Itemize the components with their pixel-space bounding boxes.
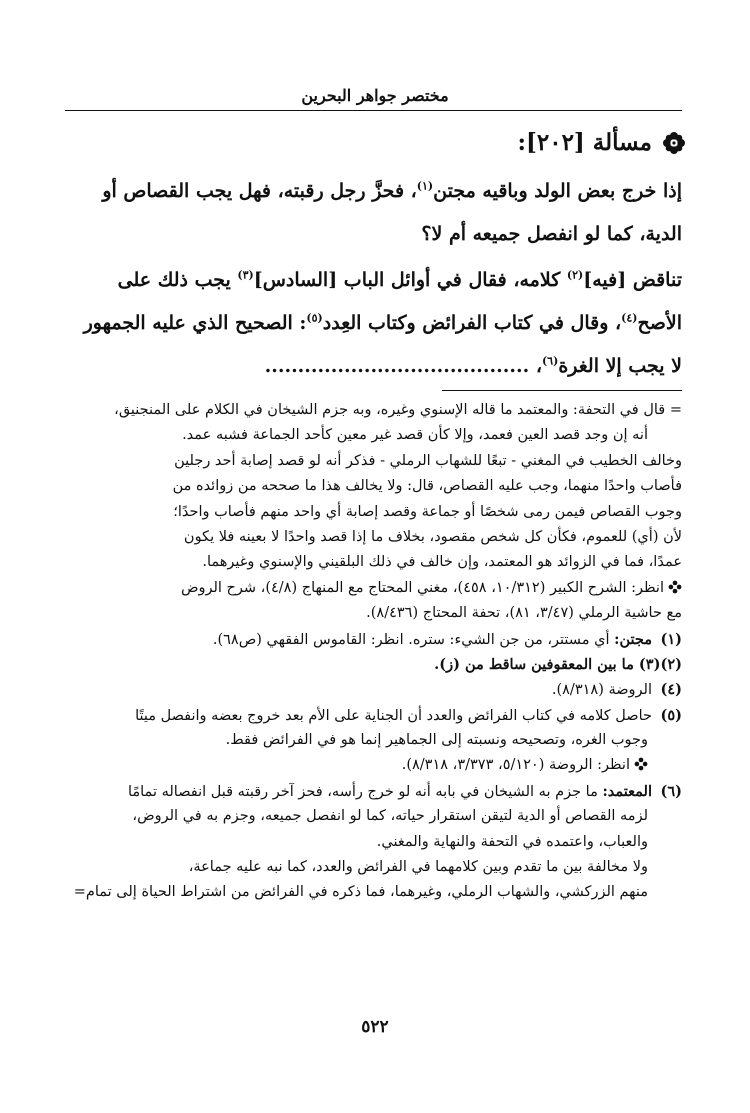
footnote-line: وجوب القصاص فيمن رمى شخصًا أو جماعة وقصد إصابة أي واحد منهم فأصاب واحدًا؛ <box>173 503 682 520</box>
footnote-5 <box>70 703 682 728</box>
footnote-ref-2[interactable]: (٢) <box>566 268 584 282</box>
footnote-line: عمدًا، فما في الزوائد هو المعتمد، وإن خالف في ذلك البلقيني والإسنوي وغيرهما. <box>202 554 682 571</box>
footnote-number: (٥) <box>660 706 682 724</box>
header-rule <box>65 110 682 111</box>
flower-bullet-icon <box>668 580 682 594</box>
footnote-line: فأصاب واحدًا منهما، وجب عليه القصاص، قال: ولا يخالف هذا ما صححه من زوائده من <box>172 478 682 495</box>
question-paragraph <box>70 170 682 256</box>
answer-paragraph <box>70 259 682 388</box>
footnote-line: لزمه القصاص أو الدية لتيقن استقرار حياته، كما لو انفصل جميعه، وجزم به في الروض، <box>132 808 648 825</box>
page-number: ٥٢٢ <box>361 1017 389 1037</box>
answer-text: : الصحيح الذي عليه الجمهور <box>83 312 307 334</box>
footnote-2-3 <box>70 652 682 677</box>
footnote-term: المعتمد: <box>602 782 652 800</box>
footnote-text: ما جزم به الشيخان في بابه أنه لو خرج رأسه، فحز آخر رقبته قبل انفصاله تمامًا <box>127 783 603 800</box>
question-line-2: الدية، كما لو انفصل جميعه أم لا؟ <box>421 223 682 245</box>
footnote-text: انظر: الشرح الكبير (١٠/٣١٢، ٤٥٨)، مغني المحتاج مع المنهاج (٤/٨)، شرح الروض <box>180 579 664 596</box>
flower-ornament-icon <box>662 131 686 155</box>
answer-text: ، ........................................ <box>264 355 542 377</box>
footnote-4 <box>70 677 682 702</box>
footnote-number: (٢)(٣) <box>638 655 682 673</box>
footnote-6 <box>70 779 682 804</box>
question-line-1 <box>70 170 682 213</box>
masala-heading <box>517 129 686 156</box>
flower-bullet-icon <box>634 757 648 771</box>
footnote-number: (١) <box>660 630 682 648</box>
footnotes <box>70 398 682 906</box>
footnote-ref-3[interactable]: (٣) <box>237 268 254 282</box>
answer-line-3 <box>70 345 682 388</box>
footnote-line: والعباب، واعتمده في التحفة والنهاية والمغني. <box>376 833 648 850</box>
footnote-line: = قال في التحفة: والمعتمد ما قاله الإسنوي وغيره، وبه جزم الشيخان في الكلام على المنجنيق، <box>114 402 682 418</box>
footnote-separator <box>442 390 682 391</box>
footnote-ref-1[interactable]: (١) <box>416 179 434 193</box>
answer-lead: تناقض [فيه] <box>583 269 682 291</box>
footnote-text: حاصل كلامه في كتاب الفرائض والعدد أن الجناية على الأم بعد خروج بعضه وانفصل ميتًا <box>135 707 652 724</box>
footnote-line: وخالف الخطيب في المغني - تبعًا للشهاب الرملي - فذكر أنه لو قصد إصابة أحد رجلين <box>174 452 682 469</box>
footnote-1 <box>70 627 682 652</box>
answer-text: يجب ذلك على <box>117 269 238 291</box>
running-head: مختصر جواهر البحرين <box>301 86 449 105</box>
footnote-line: لأن (أي) للعموم، فكأن كل شخص مقصود، بخلاف ما إذا قصد واحدًا لا بعينه فلا يكون <box>183 528 682 545</box>
footnote-ref-6[interactable]: (٦) <box>541 354 559 368</box>
footnote-line: ولا مخالفة بين ما تقدم وبين كلامهما في الفرائض والعدد، كما نبه عليه جماعة، <box>188 859 648 876</box>
footnote-line <box>70 753 682 778</box>
footnote-line <box>70 576 682 601</box>
footnote-text: الروضة (٨/٣١٨). <box>551 682 652 699</box>
footnote-ref-5[interactable]: (٥) <box>306 311 323 325</box>
answer-line-2 <box>70 302 682 345</box>
footnote-text: أي مستتر، من جن الشيء: ستره. انظر: القاموس الفقهي (ص٦٨). <box>212 631 615 648</box>
answer-text: كلامه، فقال في أوائل الباب [السادس] <box>253 269 567 291</box>
answer-text: لا يجب إلا الغرة <box>558 355 682 377</box>
footnote-text: انظر: الروضة (٥/١٢٠، ٣/٣٧٣، ٨/٣١٨). <box>401 757 630 774</box>
footnote-line: وجوب الغره، وتصحيحه ونسبته إلى الجماهير إنما هو في الفرائض فقط. <box>225 732 648 749</box>
question-text: إذا خرج بعض الولد وباقيه مجتن <box>433 180 682 202</box>
masala-label: مسألة [٢٠٢]: <box>517 129 652 156</box>
footnote-term: مجتن: <box>614 630 652 648</box>
footnote-line: مع حاشية الرملي (٣/٤٧، ٨١)، تحفة المحتاج (٨/٤٣٦). <box>366 605 682 622</box>
answer-line-1 <box>70 259 682 302</box>
footnote-text: ما بين المعقوفين ساقط من (ز). <box>434 655 639 673</box>
footnote-line: أنه إن وجد قصد العين فعمد، وإلا كأن قصد غير معين كأحد الجماعة فشبه عمد. <box>182 427 648 444</box>
question-text: ، فحزَّ رجل رقبته، فهل يجب القصاص أو <box>102 180 417 202</box>
answer-text: الأصح <box>637 312 682 334</box>
footnote-ref-4[interactable]: (٤) <box>621 311 638 325</box>
footnote-number: (٦) <box>660 782 682 800</box>
answer-text: ، وقال في كتاب الفرائض وكتاب العِدد <box>322 312 622 334</box>
footnote-number: (٤) <box>660 681 682 699</box>
footnote-line: منهم الزركشي، والشهاب الرملي، وغيرهما، فما ذكره في الفرائض من اشتراط الحياة إلى تمام= <box>73 884 648 901</box>
